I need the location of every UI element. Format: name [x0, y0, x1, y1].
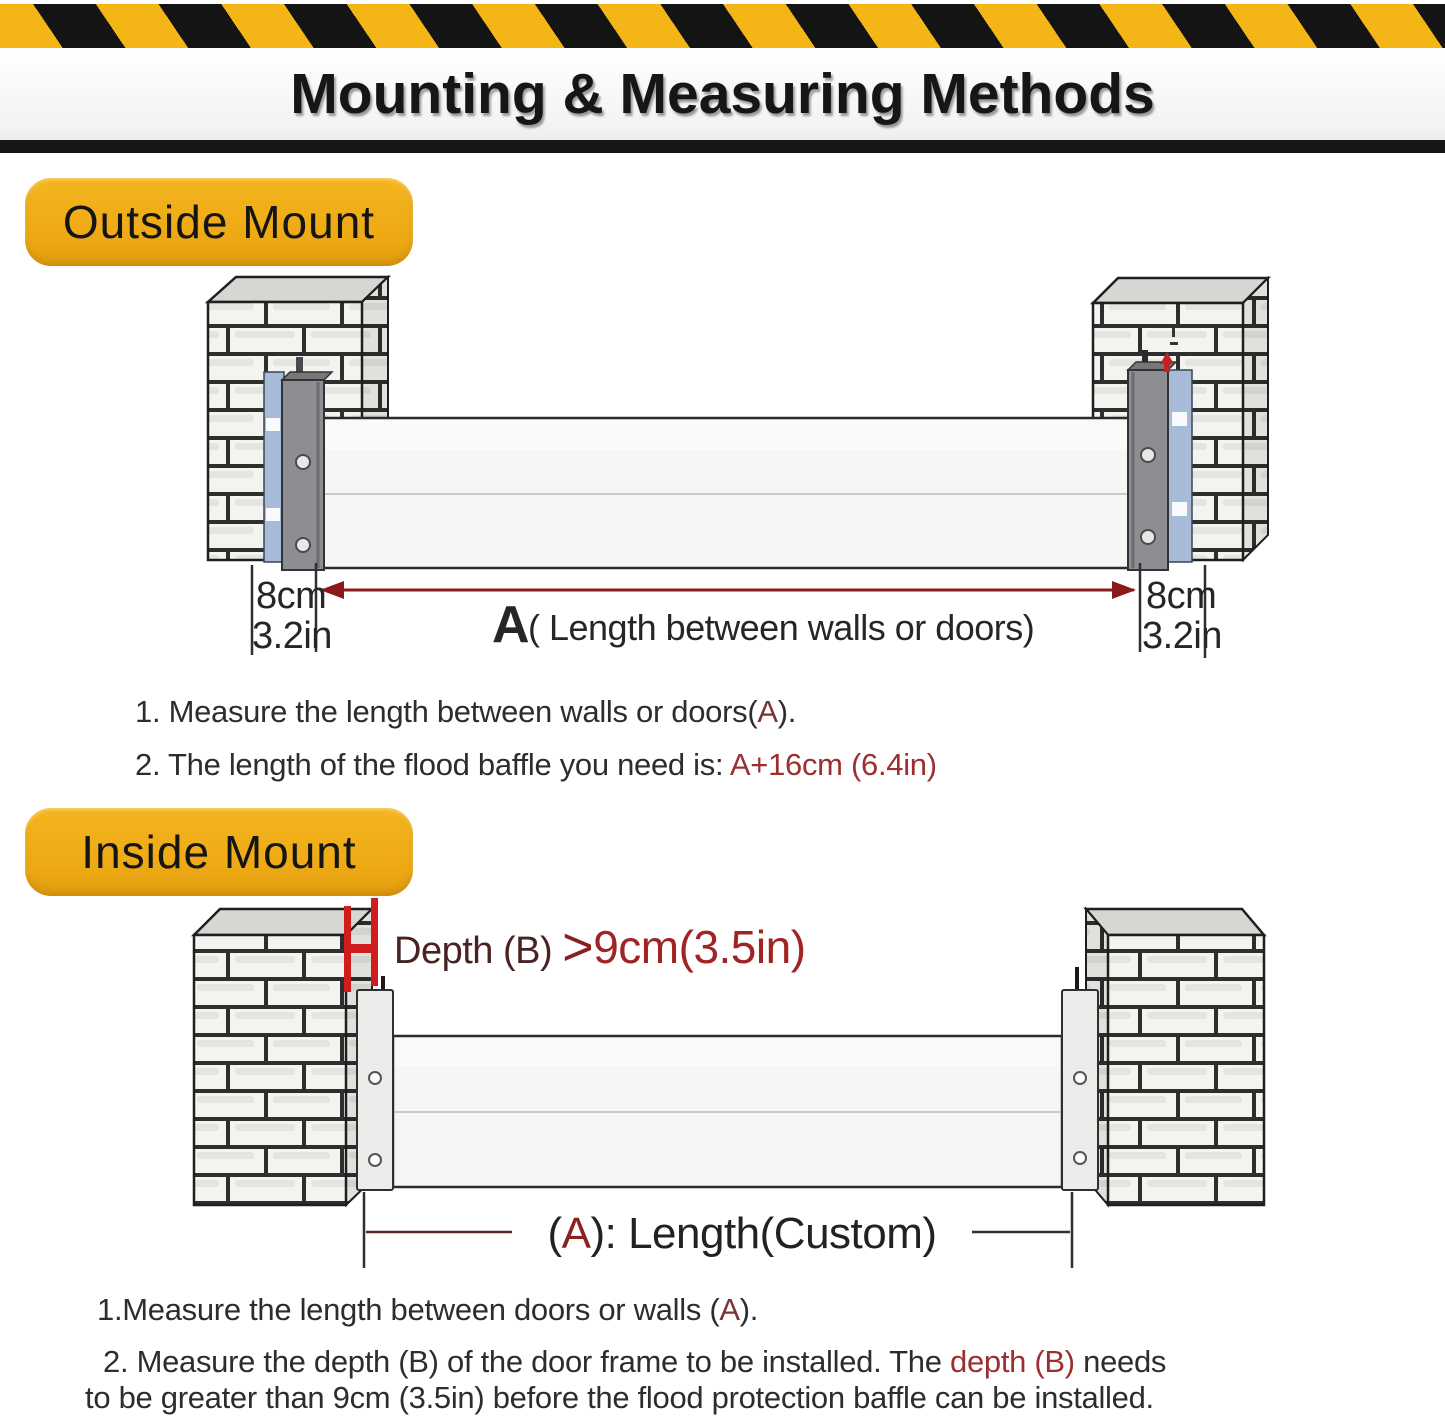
- flood-barrier-panel: [393, 1036, 1062, 1187]
- left-gap-cm: 8cm: [256, 575, 327, 617]
- right-anchor-pin: [1075, 967, 1079, 990]
- screw-hole: [1141, 530, 1155, 544]
- screw-hole: [369, 1072, 381, 1084]
- instruction-line: 1.Measure the length between doors or walls (A).: [97, 1292, 759, 1327]
- inside-mount-instruction-3: [85, 1380, 1154, 1416]
- dimension-arrow-right-icon: [1112, 581, 1136, 599]
- left-gap-in: 3.2in: [252, 615, 332, 657]
- inside-mount-instruction-2: [103, 1344, 1166, 1380]
- left-mounting-channel: [282, 357, 332, 570]
- span-letter-a: A: [492, 596, 530, 654]
- instruction-line: 1. Measure the length between walls or doors(A).: [135, 694, 797, 729]
- outside-mount-diagram: [0, 270, 1445, 690]
- screw-hole: [1074, 1072, 1086, 1084]
- right-gap-cm: 8cm: [1146, 575, 1217, 617]
- instruction-line: 2. The length of the flood baffle you need is: A+16cm (6.4in): [135, 747, 937, 782]
- right-seal-strip: [1168, 370, 1192, 562]
- screw-hole: [1141, 448, 1155, 462]
- inside-mount-diagram: [0, 895, 1445, 1285]
- inside-mount-badge: [25, 808, 413, 896]
- right-mounting-bracket: [1062, 967, 1098, 1190]
- right-gap-in: 3.2in: [1142, 615, 1222, 657]
- span-label: ( Length between walls or doors): [528, 607, 1035, 648]
- right-brick-pillar: [1086, 909, 1264, 1205]
- inside-mount-instruction-1: [97, 1292, 758, 1328]
- screw-hole: [296, 455, 310, 469]
- span-arrow: [320, 581, 1136, 599]
- outside-mount-instructions: [135, 694, 937, 783]
- page-title: Mounting & Measuring Methods: [290, 62, 1155, 126]
- screw-hole: [1074, 1152, 1086, 1164]
- instruction-line: 2. Measure the depth (B) of the door frame to be installed. The depth (B) needs: [103, 1344, 1167, 1379]
- outside-mount-badge: [25, 178, 413, 266]
- depth-label: Depth (B) >9cm(3.5in): [394, 917, 806, 977]
- left-mounting-bracket: [357, 976, 393, 1190]
- hazard-stripe-banner: [0, 4, 1445, 48]
- screw-hole: [296, 538, 310, 552]
- title-underline-bar: [0, 140, 1445, 153]
- title-band: [0, 48, 1445, 140]
- screw-hole: [369, 1154, 381, 1166]
- outside-mount-badge-label: Outside Mount: [62, 196, 376, 248]
- inside-mount-badge-label: Inside Mount: [81, 826, 357, 878]
- length-label: (A): Length(Custom): [547, 1209, 937, 1258]
- flood-barrier-panel: [300, 418, 1150, 568]
- instruction-line: to be greater than 9cm (3.5in) before the flood protection baffle can be installed.: [85, 1380, 1154, 1415]
